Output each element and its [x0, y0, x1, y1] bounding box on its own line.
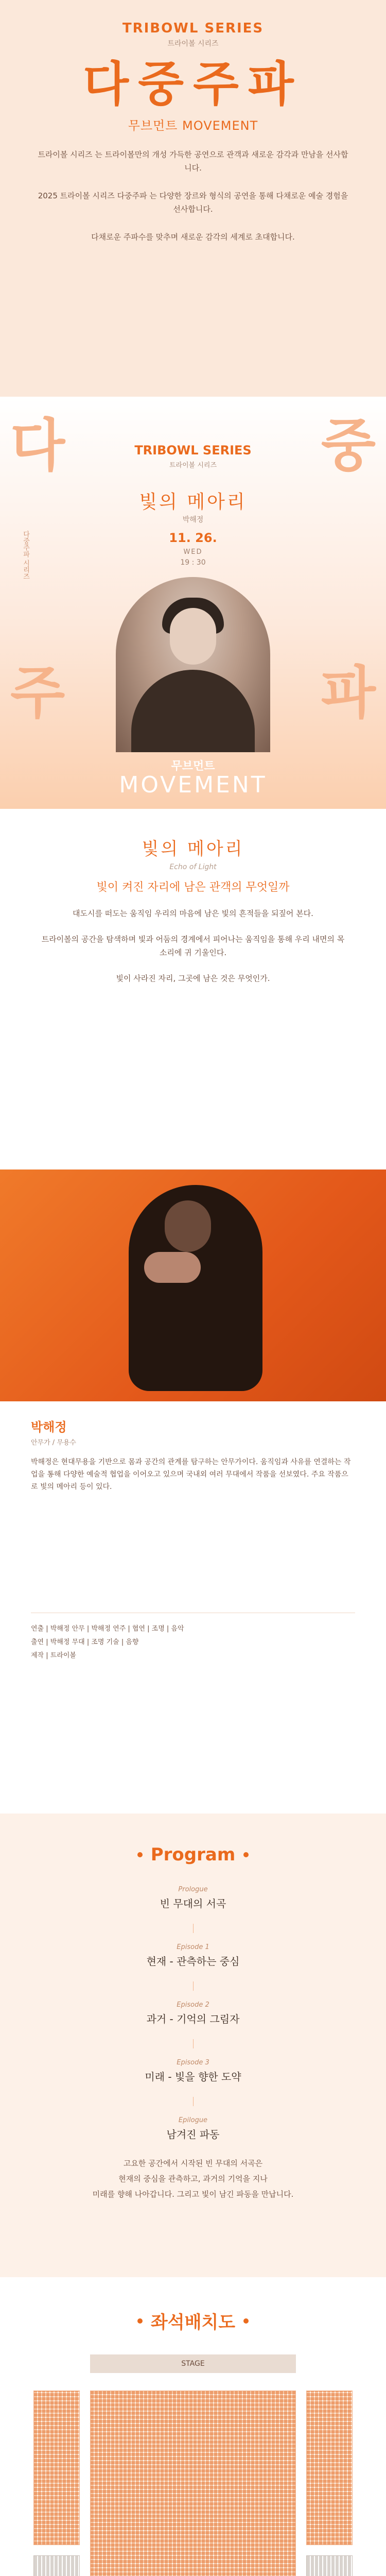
- dot-icon: [243, 1852, 249, 1857]
- work-title: 빛의 메아리: [142, 839, 244, 859]
- poster-char-top-right: 중: [321, 413, 376, 479]
- program-desc-3: 미래를 향해 나아갑니다. 그리고 빛이 남긴 파동을 만납니다.: [92, 2190, 294, 2199]
- program-item-label: Episode 2: [177, 2001, 209, 2009]
- program-item: [0, 2059, 386, 2083]
- program-item-name: 과거 - 기억의 그림자: [146, 2013, 240, 2025]
- program-item: [0, 1943, 386, 1968]
- program-divider: [193, 1924, 194, 1933]
- seat-map: [33, 2354, 353, 2576]
- poster-title: 빛의 메아리: [139, 492, 247, 513]
- poster-image: [0, 397, 386, 809]
- poster-date: 11. 26.: [169, 531, 217, 545]
- program-item-name: 현재 - 관측하는 중심: [146, 1955, 240, 1968]
- program-item: [0, 2001, 386, 2026]
- program-desc-2: 현재의 중심을 관측하고, 과거의 기억을 지나: [118, 2174, 268, 2183]
- credit-row-3: 제작 | 트라이볼: [31, 1652, 76, 1659]
- poster-artist: 박해정: [182, 516, 204, 524]
- seat-block-right: [306, 2391, 353, 2545]
- poster-char-bottom-right: 파: [321, 660, 376, 726]
- portrait-face: [170, 608, 216, 665]
- dot-icon: [137, 2318, 143, 2324]
- artist-description: 박해정은 현대무용을 기반으로 몸과 공간의 관계를 탐구하는 안무가이다. 움직임과 사유를 연결하는 작업을 통해 다양한 예술적 협업을 이어오고 있으며 국내외 여러 무대에서 작품을 선보였다. 주요 작품으로 빛의 메아리 등이 있다.: [31, 1458, 351, 1491]
- program-item-label: Episode 3: [177, 2059, 209, 2066]
- main-title: 다중주파: [83, 57, 303, 112]
- seats-heading-text: 좌석배치도: [150, 2312, 236, 2333]
- intro-text-3: 다채로운 주파수를 맞추며 새로운 감각의 세계로 초대합니다.: [91, 232, 295, 242]
- credit-row-2: 출연 | 박해정 무대 | 조명 기술 | 음향: [31, 1638, 139, 1646]
- program-divider: [193, 2039, 194, 2048]
- program-divider: [193, 1981, 194, 1991]
- program-heading-text: Program: [150, 1844, 236, 1865]
- seat-block-left: [33, 2391, 80, 2545]
- poster-section: [0, 397, 386, 809]
- poster-char-bottom-left: 주: [10, 660, 65, 726]
- poster-time: 19 : 30: [180, 558, 206, 567]
- series-title: TRIBOWL SERIES: [122, 21, 264, 36]
- portrait-body: [131, 670, 255, 752]
- seat-block-limited-left: [33, 2555, 80, 2576]
- artist-hand: [144, 1252, 201, 1283]
- intro-text-1: 트라이볼 시리즈 는 트라이볼만의 개성 가득한 공연으로 관객과 새로운 감각과 만남을 선사합니다.: [38, 150, 348, 173]
- poster-movement-korean: 무브먼트: [171, 760, 215, 773]
- program-item-label: Epilogue: [178, 2116, 208, 2124]
- main-subtitle: 무브먼트 MOVEMENT: [128, 118, 258, 133]
- program-divider: [193, 2097, 194, 2106]
- work-section: [0, 809, 386, 1170]
- program-section: [0, 1814, 386, 2277]
- program-item-name: 빈 무대의 서곡: [160, 1897, 226, 1910]
- series-subtitle: 트라이볼 시리즈: [167, 40, 219, 48]
- program-desc-1: 고요한 공간에서 시작된 빈 무대의 서곡은: [123, 2159, 263, 2168]
- poster-char-top-left: 다: [10, 413, 65, 479]
- program-item-name: 남겨진 파동: [166, 2128, 220, 2141]
- artist-info: [31, 1417, 355, 1493]
- work-subtitle: 빛이 켜진 자리에 남은 관객의 무엇일까: [96, 881, 290, 894]
- seat-block-limited-right: [306, 2555, 353, 2576]
- program-item-label: Prologue: [178, 1886, 208, 1893]
- seat-block-center: [90, 2391, 296, 2576]
- poster-movement: MOVEMENT: [119, 772, 267, 798]
- artist-role: 안무가 / 무용수: [31, 1439, 76, 1447]
- work-paragraph-2: 트라이볼의 공간을 탐색하며 빛과 어둠의 경계에서 피어나는 움직임을 통해 우리 내면의 목소리에 귀 기울인다.: [41, 935, 345, 957]
- poster-day: WED: [183, 548, 203, 556]
- work-paragraph-1: 대도시를 떠도는 움직임 우리의 마음에 남은 빛의 흔적들을 되짚어 본다.: [73, 909, 313, 918]
- seats-heading: [0, 2308, 386, 2333]
- poster-side-text: 다중주파 시리즈: [22, 531, 29, 580]
- poster-series-sub: 트라이볼 시리즈: [169, 462, 217, 469]
- work-paragraph-3: 빛이 사라진 자리, 그곳에 남은 것은 무엇인가.: [116, 974, 270, 983]
- dot-icon: [243, 2318, 249, 2324]
- artist-head: [165, 1200, 211, 1252]
- seats-section: [0, 2277, 386, 2576]
- intro-text-2: 2025 트라이볼 시리즈 다중주파 는 다양한 장르와 형식의 공연을 통해 다채로운 예술 경험을 선사합니다.: [38, 191, 348, 214]
- artist-section: [0, 1170, 386, 1814]
- program-item: [0, 1886, 386, 1910]
- program-list: [0, 1886, 386, 2141]
- poster-series: TRIBOWL SERIES: [134, 443, 252, 457]
- stage-label: STAGE: [90, 2354, 296, 2373]
- program-item-label: Episode 1: [177, 1943, 209, 1951]
- program-item: [0, 2116, 386, 2141]
- artist-photo: [0, 1170, 386, 1401]
- dot-icon: [137, 1852, 143, 1857]
- program-heading: [0, 1844, 386, 1865]
- credit-row-1: 연출 | 박해정 안무 | 박해정 연주 | 협연 | 조명 | 음악: [31, 1625, 184, 1633]
- work-title-en: Echo of Light: [169, 863, 217, 871]
- header-section: [0, 0, 386, 397]
- program-item-name: 미래 - 빛을 향한 도약: [145, 2071, 241, 2083]
- artist-name: 박해정: [31, 1420, 67, 1434]
- credits: [31, 1613, 355, 1663]
- artist-portrait: [116, 577, 270, 752]
